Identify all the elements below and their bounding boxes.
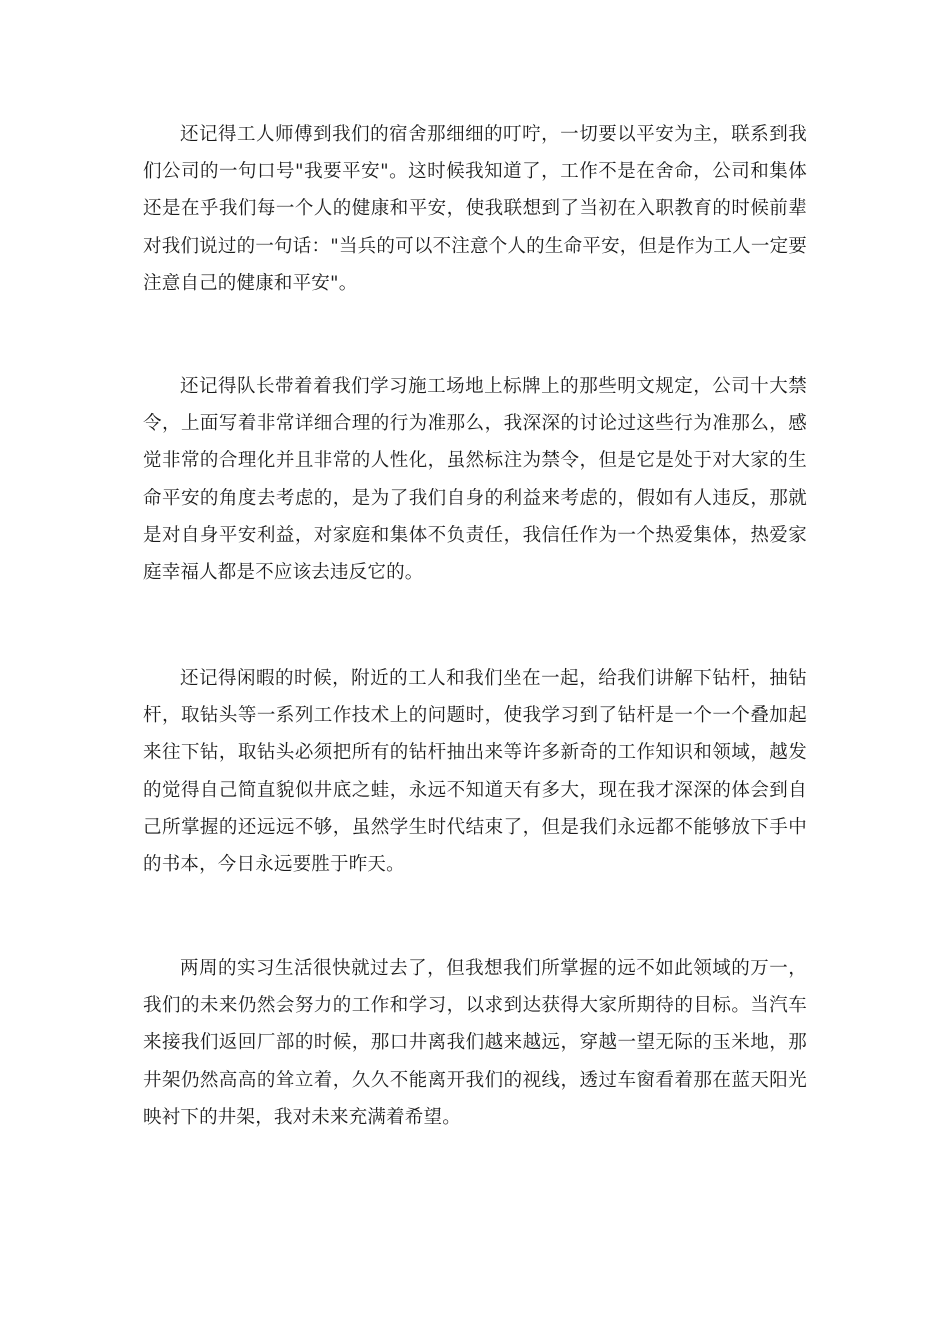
paragraph-3: 还记得闲暇的时候，附近的工人和我们坐在一起，给我们讲解下钻杆，抽钻杆，取钻头等一系列工作技术上的问题时，使我学习到了钻杆是一个一个叠加起来往下钻，取钻头必须把所有的钻杆抽出来等许多新奇的工作知识和领域，越发的觉得自己简直貌似井底之蛙，永远不知道天有多大，现在我才深深的体会到自己所掌握的还远远不够，虽然学生时代结束了，但是我们永远都不能够放下手中的书本，今日永远要胜于昨天。 (143, 668, 807, 876)
paragraph-1: 还记得工人师傅到我们的宿舍那细细的叮咛，一切要以平安为主，联系到我们公司的一句口号"我要平安"。这时候我知道了，工作不是在舍命，公司和集体还是在乎我们每一个人的健康和平安，使我联想到了当初在入职教育的时候前辈对我们说过的一句话："当兵的可以不注意个人的生命平安，但是作为工人一定要注意自己的健康和平安"。 (143, 124, 807, 294)
paragraph-4: 两周的实习生活很快就过去了，但我想我们所掌握的远不如此领域的万一，我们的未来仍然会努力的工作和学习，以求到达获得大家所期待的目标。当汽车来接我们返回厂部的时候，那口井离我们越来越远，穿越一望无际的玉米地，那井架仍然高高的耸立着，久久不能离开我们的视线，透过车窗看着那在蓝天阳光映衬下的井架，我对未来充满着希望。 (143, 958, 807, 1128)
paragraph-2: 还记得队长带着着我们学习施工场地上标牌上的那些明文规定，公司十大禁令，上面写着非常详细合理的行为准那么，我深深的讨论过这些行为准那么，感觉非常的合理化并且非常的人性化，虽然标注为禁令，但是它是处于对大家的生命平安的角度去考虑的，是为了我们自身的利益来考虑的，假如有人违反，那就是对自身平安利益，对家庭和集体不负责任，我信任作为一个热爱集体，热爱家庭幸福人都是不应该去违反它的。 (143, 376, 807, 584)
